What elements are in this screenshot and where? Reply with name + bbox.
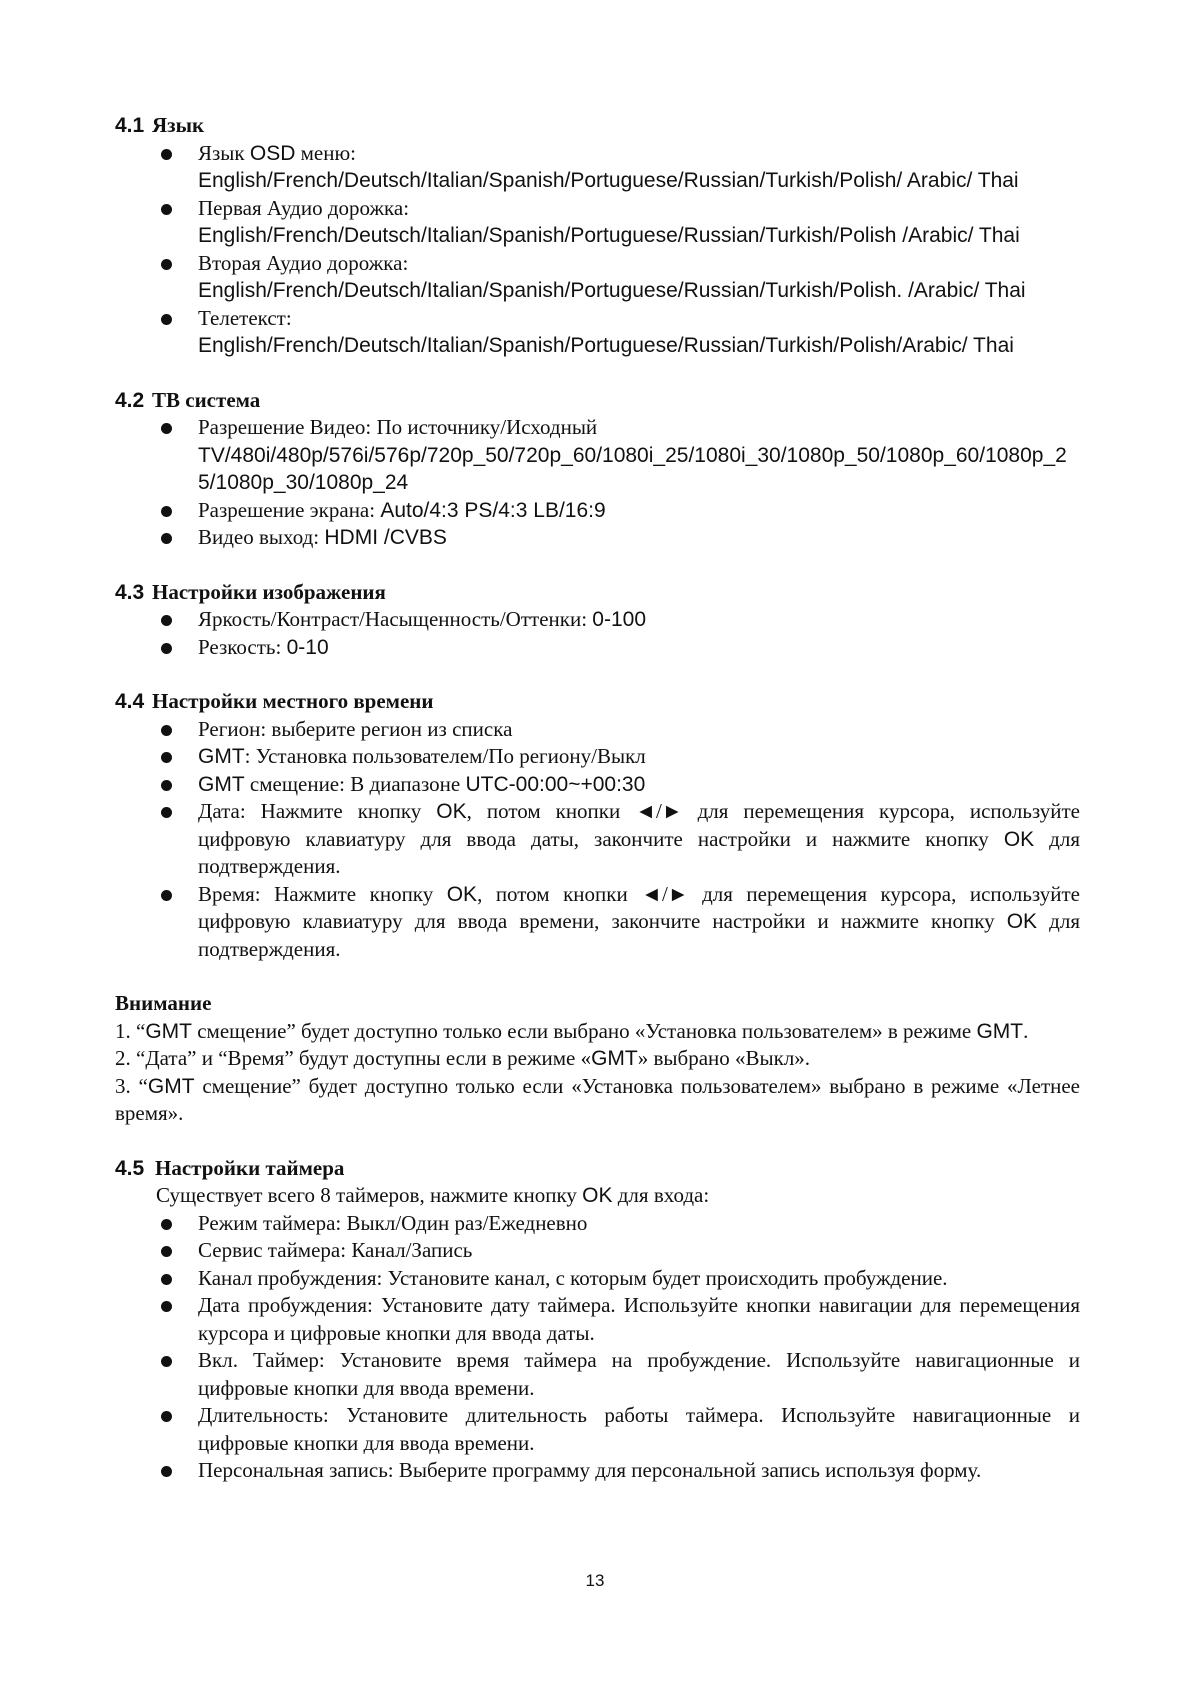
section-title: Настройки изображения — [152, 579, 386, 604]
list-item: Дата пробуждения: Установите дату таймера. Используйте кнопки навигации для перемещения курсора и цифровые кнопки для ввода даты. — [115, 1292, 1080, 1347]
list-item: Вкл. Таймер: Установите время таймера на пробуждение. Используйте навигационные и цифровые кнопки для ввода времени. — [115, 1347, 1080, 1402]
list-item: Вторая Аудио дорожка: English/French/Deutsch/Italian/Spanish/Portuguese/Russian/Turkish/Polish. /Arabic/ Thai — [115, 250, 1080, 305]
bullet-icon — [161, 780, 172, 791]
bullet-icon — [161, 533, 172, 544]
section-heading — [115, 579, 1080, 607]
list-item: Видео выход: HDMI /CVBS — [115, 524, 1080, 552]
list-item: GMT: Установка пользователем/По региону/Выкл — [115, 743, 1080, 771]
attention-notes — [115, 990, 1080, 1128]
list-item: Дата: Нажмите кнопку OK, потом кнопки ◄/► для перемещения курсора, используйте цифровую клавиатуру для ввода даты, закончите настройки и нажмите кнопку OK для подтверждения. — [115, 798, 1080, 881]
section-timer-settings — [115, 1155, 1080, 1485]
section-number: 4.1 — [115, 114, 145, 137]
list-item: Персональная запись: Выберите программу для персональной запись используя форму. — [115, 1457, 1080, 1485]
list-item: Язык OSD меню: English/French/Deutsch/Italian/Spanish/Portuguese/Russian/Turkish/Polish/ Arabic/ Thai — [115, 140, 1080, 195]
bullet-list — [115, 716, 1080, 964]
bullet-icon — [161, 1466, 172, 1477]
list-item: GMT смещение: В диапазоне UTC-00:00~+00:30 — [115, 771, 1080, 799]
section-title: Настройки местного времени — [152, 689, 434, 713]
bullet-icon — [161, 890, 172, 901]
section-number: 4.5 — [115, 1156, 145, 1180]
page-number: 13 — [585, 1571, 605, 1590]
list-item: Режим таймера: Выкл/Один раз/Ежедневно — [115, 1210, 1080, 1238]
bullet-icon — [161, 1301, 172, 1312]
attention-heading: Внимание — [115, 991, 212, 1015]
list-item: Длительность: Установите длительность работы таймера. Используйте навигационные и цифровые кнопки для ввода времени. — [115, 1402, 1080, 1457]
bullet-icon — [161, 1356, 172, 1367]
bullet-icon — [161, 149, 172, 160]
note-item: 1. “GMT смещение” будет доступно только если выбрано «Установка пользователем» в режиме GMT. — [115, 1018, 1029, 1043]
bullet-icon — [161, 752, 172, 763]
section-number: 4.3 — [115, 580, 145, 604]
list-item: Сервис таймера: Канал/Запись — [115, 1237, 1080, 1265]
section-heading — [115, 112, 1080, 140]
bullet-list — [115, 606, 1080, 661]
bullet-icon — [161, 1219, 172, 1230]
bullet-icon — [161, 506, 172, 517]
section-number: 4.2 — [115, 388, 145, 412]
note-item: 3. “GMT смещение” будет доступно только если «Установка пользователем» выбрано в режиме «Летнее время». — [115, 1073, 1080, 1125]
item-value: 0-100 — [592, 608, 647, 631]
section-heading — [115, 387, 1080, 415]
bullet-list — [115, 414, 1080, 552]
item-value: TV/480i/480p/576i/576p/720p_50/720p_60/1080i_25/1080i_30/1080p_50/1080p_60/1080p_25/1080p_30/1080p_24 — [198, 443, 1067, 494]
item-value: HDMI /CVBS — [324, 526, 447, 549]
item-value: Auto/4:3 PS/4:3 LB/16:9 — [380, 498, 606, 522]
section-picture-settings — [115, 579, 1080, 662]
bullet-icon — [161, 615, 172, 626]
bullet-icon — [161, 314, 172, 325]
section-heading — [115, 1155, 1080, 1183]
bullet-list — [115, 1210, 1080, 1485]
list-item: Резкость: 0-10 — [115, 634, 1080, 662]
list-item: Канал пробуждения: Установите канал, с которым будет происходить пробуждение. — [115, 1265, 1080, 1293]
note-item: 2. “Дата” и “Время” будут доступны если в режиме «GMT» выбрано «Выкл». — [115, 1046, 811, 1070]
item-value: English/French/Deutsch/Italian/Spanish/Portuguese/Russian/Turkish/Polish. /Arabic/ Thai — [198, 279, 1026, 302]
list-item: Разрешение Видео: По источнику/Исходный TV/480i/480p/576i/576p/720p_50/720p_60/1080i_25/1080i_30/1080p_50/1080p_60/1080p_25/1080p_30/1080p_24 — [115, 414, 1080, 497]
list-item: Время: Нажмите кнопку OK, потом кнопки ◄/► для перемещения курсора, используйте цифровую клавиатуру для ввода времени, закончите настройки и нажмите кнопку OK для подтверждения. — [115, 881, 1080, 964]
section-heading — [115, 688, 1080, 716]
section-number: 4.4 — [115, 690, 145, 713]
bullet-icon — [161, 1274, 172, 1285]
section-title: Настройки таймера — [155, 1155, 345, 1180]
section-local-time — [115, 688, 1080, 963]
bullet-list — [115, 140, 1080, 360]
section-intro: Существует всего 8 таймеров, нажмите кнопку OK для входа: — [156, 1183, 710, 1207]
bullet-icon — [161, 1246, 172, 1257]
bullet-icon — [161, 259, 172, 270]
list-item: Регион: выберите регион из списка — [115, 716, 1080, 744]
bullet-icon — [161, 204, 172, 215]
list-item: Телетекст: English/French/Deutsch/Italian/Spanish/Portuguese/Russian/Turkish/Polish/Arabic/ Thai — [115, 305, 1080, 360]
list-item: Разрешение экрана: Auto/4:3 PS/4:3 LB/16:9 — [115, 497, 1080, 525]
bullet-icon — [161, 1411, 172, 1422]
section-title: ТВ система — [152, 387, 261, 412]
section-title: Язык — [152, 113, 205, 137]
item-value: English/French/Deutsch/Italian/Spanish/Portuguese/Russian/Turkish/Polish/ Arabic/ Thai — [198, 169, 1019, 192]
item-value: UTC-00:00~+00:30 — [465, 772, 646, 796]
item-value: 0-10 — [286, 635, 329, 659]
page-content — [115, 112, 1080, 1512]
section-tv-system — [115, 387, 1080, 552]
item-value: English/French/Deutsch/Italian/Spanish/Portuguese/Russian/Turkish/Polish /Arabic/ Thai — [198, 224, 1020, 247]
bullet-icon — [161, 423, 172, 434]
bullet-icon — [161, 807, 172, 818]
list-item: Первая Аудио дорожка: English/French/Deutsch/Italian/Spanish/Portuguese/Russian/Turkish/Polish /Arabic/ Thai — [115, 195, 1080, 250]
item-value: English/French/Deutsch/Italian/Spanish/Portuguese/Russian/Turkish/Polish/Arabic/ Thai — [198, 334, 1014, 357]
list-item: Яркость/Контраст/Насыщенность/Оттенки: 0-100 — [115, 606, 1080, 634]
bullet-icon — [161, 643, 172, 654]
section-language — [115, 112, 1080, 360]
bullet-icon — [161, 725, 172, 736]
